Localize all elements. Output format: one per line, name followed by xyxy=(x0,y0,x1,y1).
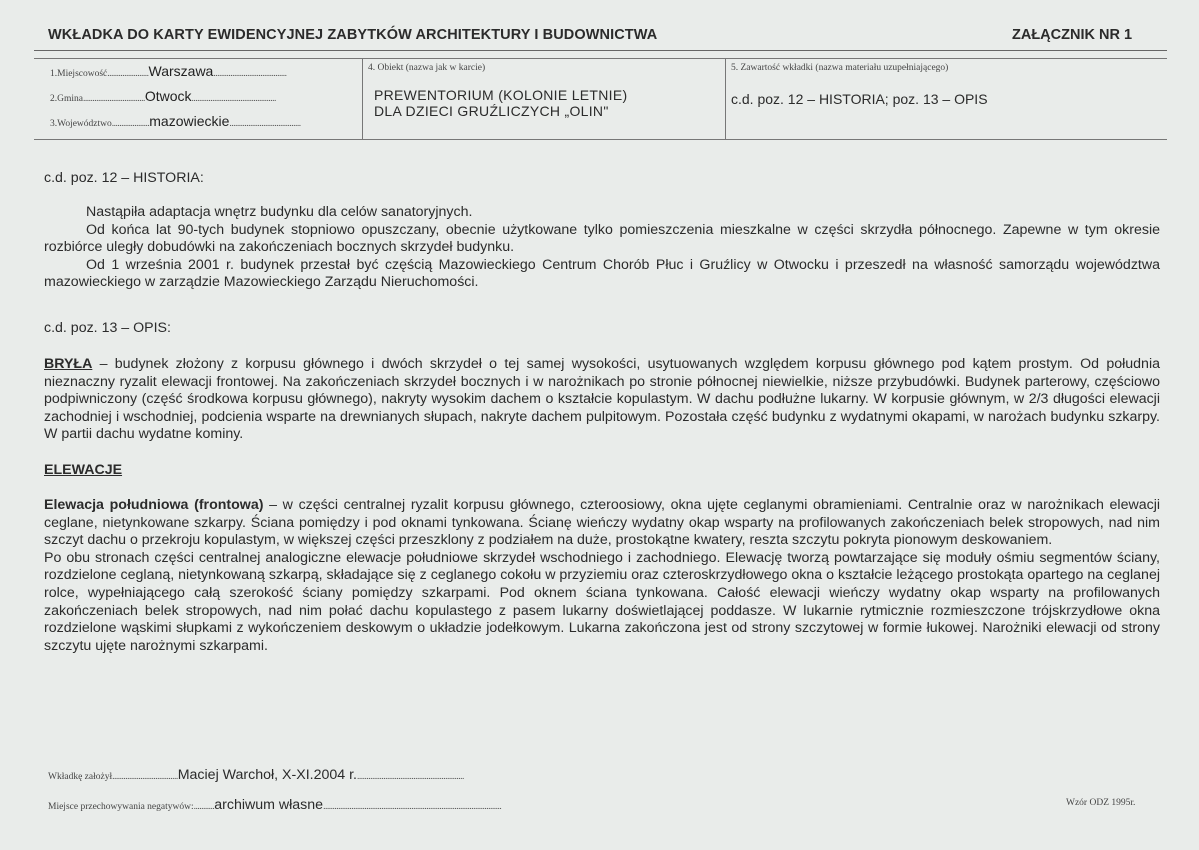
field-locality: 1.Miejscowość......................Warszawa....................................... xyxy=(50,63,287,79)
commune-value: Otwock xyxy=(144,88,192,104)
storage-label: Miejsce przechowywania negatywów: xyxy=(48,802,194,812)
storage-line: Miejsce przechowywania negatywów:...........archiwum własne............................................................................................... xyxy=(48,797,502,813)
contents-label: 5. Zawartość wkładki (nazwa materiału uzupełniającego) xyxy=(731,63,949,73)
bryla-text: – budynek złożony z korpusu głównego i dwóch skrzydeł o tej samej wysokości, usytuowanych względem korpusu głównego pod kątem prostym. Od południa nieznaczny ryzalit elewacji frontowej. Na zakończeniach skrzydeł bocznych i w narożnikach po stronie północnej niewielkie, niższe przybudówki. Budynek parterowy, częściowo podpiwniczony (część środkowa korpusu głównego), nakryty wysokim dachem o kształcie kopulastym. W dachu podłużne lukarny. W korpusie głównym, w 2/3 długości elewacji zachodniej i wschodniej, podcienia wsparte na drewnianych słupach, nakryte dachem pulpitowym. Pozostała część budynku z wydatnymi okapami, w narożach budynku szkarpy. W partii dachu wydatne kominy. xyxy=(44,356,1160,443)
side-elevations-paragraph: Po obu stronach części centralnej analogiczne elewacje południowe skrzydeł wschodniego i zachodniego. Elewację tworzą powtarzające się moduły ośmiu segmentów ściany, rozdzielone ceglaną, nietynkowaną szkarpą, składające się z ceglanego cokołu w przyziemiu oraz czteroskrzydłowego okna o kształcie leżącego prostokąta opartego na ceglanej rolce, wypełniającego całą szerokość ściany pomiędzy szkarpami. Pod oknem ściana tynkowana. Całość elewacji wieńczy wydatny okap wsparty na profilowanych zakończeniach belek stropowych, nad nim połać dachu kopulastego z pasem lukarny doświetlającej poddasze. W lukarnie rytmicznie rozmieszczone trójskrzydłowe okna rozdzielone wąskimi słupkami z wykończeniem deskowym o układzie jodełkowym. Lukarna zakończona jest od strony szczytowej w formie łukowej. Narożniki elewacji od strony szczytu ujęte narożnymi szkarpami. xyxy=(44,549,1160,654)
history-paragraph: Od końca lat 90-tych budynek stopniowo opuszczany, obecnie użytkowane tylko pomieszczenia mieszkalne w części skrzydła północnego. Zapewne w tym okresie rozbiórce uległy dobudówki na zakończeniach bocznych skrzydeł budynku. xyxy=(44,221,1160,256)
history-text xyxy=(44,204,1160,292)
elevations-heading: ELEWACJE xyxy=(44,462,123,478)
contents-value: c.d. poz. 12 – HISTORIA; poz. 13 – OPIS xyxy=(731,91,988,107)
bryla-paragraph xyxy=(44,356,1160,444)
header-rule xyxy=(34,50,1167,51)
storage-value: archiwum własne xyxy=(214,797,324,813)
column-divider xyxy=(725,59,726,139)
annex-number: ZAŁĄCZNIK NR 1 xyxy=(1012,27,1133,43)
south-elevation-paragraph xyxy=(44,497,1160,550)
object-line-2: DLA DZIECI GRUŹLICZYCH „OLIN" xyxy=(374,103,609,119)
bryla-section xyxy=(44,356,1160,444)
locality-value: Warszawa xyxy=(148,63,214,79)
author-label: Wkładkę założył xyxy=(48,772,113,782)
history-heading: c.d. poz. 12 – HISTORIA: xyxy=(44,170,204,186)
history-paragraph: Od 1 września 2001 r. budynek przestał być częścią Mazowieckiego Centrum Chorób Płuc i Gruźlicy w Otwocku i przeszedł na własność samorządu województwa mazowieckiego w zarządzie Mazowieckiego Zarządu Nieruchomości. xyxy=(44,256,1160,291)
column-divider xyxy=(362,59,363,139)
form-header-box xyxy=(34,58,1167,140)
object-value xyxy=(374,87,627,119)
elevations-section xyxy=(44,497,1160,655)
form-pattern-note: Wzór ODZ 1995r. xyxy=(1066,798,1136,808)
description-heading: c.d. poz. 13 – OPIS: xyxy=(44,320,171,336)
author-line: Wkładkę założył...................................Maciej Warchoł, X-XI.2004 r.......................................................... xyxy=(48,767,464,783)
field-commune: 2.Gmina.................................Otwock............................................. xyxy=(50,88,276,104)
object-label: 4. Obiekt (nazwa jak w karcie) xyxy=(368,63,486,73)
history-paragraph: Nastąpiła adaptacja wnętrz budynku dla celów sanatoryjnych. xyxy=(86,204,473,220)
object-line-1: PREWENTORIUM (KOLONIE LETNIE) xyxy=(374,87,628,103)
field-voivodeship: 3.Województwo....................mazowieckie...................................... xyxy=(50,113,301,129)
bryla-label: BRYŁA xyxy=(44,356,93,372)
south-elevation-text: – w części centralnej ryzalit korpusu głównego, czteroosiowy, okna ujęte ceglanymi obramieniami. Centralnie oraz w narożnikach elewacji ceglane, nietynkowane szkarpy. Ściana pomiędzy i pod oknami tynkowana. Ścianę wieńczy wydatny okap wsparty na profilowanych zakończeniach belek stropowych, nad nim szczyt dachu o przekroju kopulastym, w większej części przeszklony z podziałem na duże, prostokątne kwatery, reszta szczytu pokryta pionowym deskowaniem. xyxy=(44,497,1160,549)
document-title: WKŁADKA DO KARTY EWIDENCYJNEJ ZABYTKÓW ARCHITEKTURY I BUDOWNICTWA xyxy=(48,27,658,43)
south-elevation-label: Elewacja południowa (frontowa) xyxy=(44,497,264,513)
voivodeship-value: mazowieckie xyxy=(149,113,230,129)
author-value: Maciej Warchoł, X-XI.2004 r. xyxy=(177,767,357,783)
